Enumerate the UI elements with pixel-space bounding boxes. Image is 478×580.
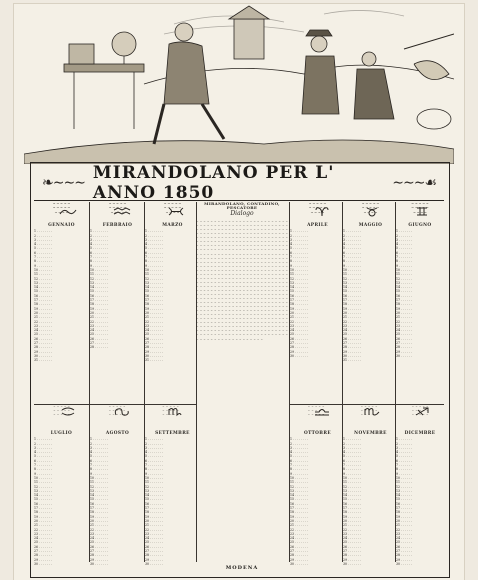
lower-verse: ~ ~ ~ ~ ~ ~ ~ ~ ~ ~ ~ ~ ~ ~ ~: [162, 404, 179, 416]
month-column: ~ ~ ~ ~ ~ ~ ~ ~ ~ ~ ~ ~ ~ ~ MARZO 1 . . . . . . . . 2 . . . . . . . . 3 . . . . . . . . 4 . . . . . . . . 5 . . . . . . . . 6 . . . . . . . . 7 . . . . . . . . 8 . . . . . . . . 9 . . . . . . . . 10 . . . . . . . 11 . . . . . . . 12 . . . . . . . 13 . . . . . . . 14 . . . . . . . 15 . . . . . . . 16 . . . . . . . 17 . . . . . . . 18 . . . . . . . 19 . . . . . . . 20 . . . . . . . 21 . . . . . . . 22 . . . . . . . 23 . . . . . . . 24 . . . . . . . 25 . . . . . . . 26 . . . . . . . 27 . . . . . . . 28 . . . . . . . 29 . . . . . . . 30 . . . . . . . 31 . . . . . . .: [145, 202, 200, 402]
dialogue-heading: MIRANDOLANO, CONTADINO, PESCATORE: [204, 202, 280, 211]
month-column: OTTOBRE 1 . . . . . . . . 2 . . . . . . . . 3 . . . . . . . . 4 . . . . . . . . 5 . . . . . . . . 6 . . . . . . . . 7 . . . . . . . . 8 . . . . . . . . 9 . . . . . . . . 10 . . . . . . . 11 . . . . . . . 12 . . . . . . . 13 . . . . . . . 14 . . . . . . . 15 . . . . . . . 16 . . . . . . . 17 . . . . . . . 18 . . . . . . . 19 . . . . . . . 20 . . . . . . . 21 . . . . . . . 22 . . . . . . . 23 . . . . . . . 24 . . . . . . . 25 . . . . . . . 26 . . . . . . . 27 . . . . . . . 28 . . . . . . . 29 . . . . . . . 30 . . . . . . .: [290, 430, 345, 565]
scorpio-icon: [362, 406, 382, 417]
month-name: FEBBRAIO: [102, 223, 133, 228]
month-name: APRILE: [307, 223, 328, 228]
taurus-icon: [362, 206, 382, 217]
lower-verse: ~ ~ ~ ~ ~ ~ ~ ~ ~ ~ ~ ~ ~ ~ ~: [307, 404, 325, 416]
month-name: NOVEMBRE: [354, 431, 387, 436]
gemini-icon: [412, 206, 432, 217]
month-name: DICEMBRE: [404, 431, 436, 436]
month-name: SETTEMBRE: [155, 431, 190, 436]
capricorn-icon: [58, 206, 78, 217]
engraving-illustration: [24, 4, 454, 164]
month-column: DICEMBRE 1 . . . . . . . 2 . . . . . . . 3 . . . . . . . 4 . . . . . . . 5 . . . . . . . 6 . . . . . . . 7 . . . . . . . 8 . . . . . . . 9 . . . . . . . 10 . . . . . . 11 . . . . . . 12 . . . . . . 13 . . . . . . 14 . . . . . . 15 . . . . . . 16 . . . . . . 17 . . . . . . 18 . . . . . . 19 . . . . . . 20 . . . . . . 21 . . . . . . 22 . . . . . . 23 . . . . . . 24 . . . . . . 25 . . . . . . 26 . . . . . . 27 . . . . . . 28 . . . . . . 29 . . . . . . 30 . . . . . .: [396, 430, 444, 565]
month-column: ~ ~ ~ ~ ~ ~ ~ ~ ~ ~ ~ ~ ~ ~ MAGGIO 1 . . . . . . . . 2 . . . . . . . . 3 . . . . . . . . 4 . . . . . . . . 5 . . . . . . . . 6 . . . . . . . . 7 . . . . . . . . 8 . . . . . . . . 9 . . . . . . . . 10 . . . . . . . 11 . . . . . . . 12 . . . . . . . 13 . . . . . . . 14 . . . . . . . 15 . . . . . . . 16 . . . . . . . 17 . . . . . . . 18 . . . . . . . 19 . . . . . . . 20 . . . . . . . 21 . . . . . . . 22 . . . . . . . 23 . . . . . . . 24 . . . . . . . 25 . . . . . . . 26 . . . . . . . 27 . . . . . . . 28 . . . . . . . 29 . . . . . . . 30 . . . . . . . 31 . . . . . . .: [343, 202, 398, 402]
leo-icon: [112, 406, 132, 417]
libra-icon: [312, 406, 332, 417]
month-column: AGOSTO 1 . . . . . . . . 2 . . . . . . . . 3 . . . . . . . . 4 . . . . . . . . 5 . . . . . . . . 6 . . . . . . . . 7 . . . . . . . . 8 . . . . . . . . 9 . . . . . . . . 10 . . . . . . . 11 . . . . . . . 12 . . . . . . . 13 . . . . . . . 14 . . . . . . . 15 . . . . . . . 16 . . . . . . . 17 . . . . . . . 18 . . . . . . . 19 . . . . . . . 20 . . . . . . . 21 . . . . . . . 22 . . . . . . . 23 . . . . . . . 24 . . . . . . . 25 . . . . . . . 26 . . . . . . . 27 . . . . . . . 28 . . . . . . . 29 . . . . . . . 30 . . . . . . .: [90, 430, 145, 565]
imprint-place: MODENA: [225, 565, 259, 571]
month-column: LUGLIO 1 . . . . . . . . 2 . . . . . . . . 3 . . . . . . . . 4 . . . . . . . . 5 . . . . . . . . 6 . . . . . . . . 7 . . . . . . . . 8 . . . . . . . . 9 . . . . . . . . 10 . . . . . . . 11 . . . . . . . 12 . . . . . . . 13 . . . . . . . 14 . . . . . . . 15 . . . . . . . 16 . . . . . . . 17 . . . . . . . 18 . . . . . . . 19 . . . . . . . 20 . . . . . . . 21 . . . . . . . 22 . . . . . . . 23 . . . . . . . 24 . . . . . . . 25 . . . . . . . 26 . . . . . . . 27 . . . . . . . 28 . . . . . . . 29 . . . . . . . 30 . . . . . . .: [34, 430, 89, 565]
dialogue-body: ~ ~ ~ ~ ~ ~ ~ ~ ~ ~ ~ ~ ~ ~ ~ ~ ~ ~ ~ ~ ~ ~ ~ ~ ~ ~ ~ ~ ~ ~ ~ ~ ~ ~ ~ ~ ~ ~ ~ ~ ~ ~ ~ ~ ~ ~ ~ ~ ~ ~ ~ ~ ~ ~ ~ ~ ~ ~ ~ ~ ~ ~ ~ ~ ~ ~ ~ ~ ~ ~ ~ ~ ~ ~ ~ ~ ~ ~ ~ ~ ~ ~ ~ ~ ~ ~ ~ ~ ~ ~ ~ ~ ~ ~ ~ ~ ~ ~ ~ ~ ~ ~ ~ ~ ~ ~ ~ ~ ~ ~ ~ ~ ~ ~ ~ ~ ~ ~ ~ ~ ~ ~ ~ ~ ~ ~ ~ ~ ~ ~ ~ ~ ~ ~ ~ ~ ~ ~ ~ ~ ~ ~ ~ ~ ~ ~ ~ ~ ~ ~ ~ ~ ~ ~ ~ ~ ~ ~ ~ ~ ~ ~ ~ ~ ~ ~ ~ ~ ~ ~ ~ ~ ~ ~ ~ ~ ~ ~ ~ ~ ~ ~ ~ ~ ~ ~ ~ ~ ~ ~ ~ ~ ~ ~ ~ ~ ~ ~ ~ ~ ~ ~ ~ ~ ~ ~ ~ ~ ~ ~ ~ ~ ~ ~ ~ ~ ~ ~ ~ ~ ~ ~ ~ ~ ~ ~ ~ ~ ~ ~ ~ ~ ~ ~ ~ ~ ~ ~ ~ ~ ~ ~ ~ ~ ~ ~ ~ ~ ~ ~ ~ ~ ~ ~ ~ ~ ~ ~ ~ ~ ~ ~ ~ ~ ~ ~ ~ ~ ~ ~ ~ ~ ~ ~ ~ ~ ~ ~ ~ ~ ~ ~ ~ ~ ~ ~ ~ ~ ~ ~ ~ ~ ~ ~ ~ ~ ~ ~ ~ ~ ~ ~ ~ ~ ~ ~ ~ ~ ~ ~ ~ ~ ~ ~ ~ ~ ~ ~ ~ ~ ~ ~ ~ ~ ~ ~ ~ ~ ~ ~ ~ ~ ~ ~ ~ ~ ~ ~ ~ ~ ~ ~ ~ ~ ~ ~ ~ ~ ~ ~ ~ ~ ~ ~ ~ ~ ~ ~ ~ ~ ~ ~ ~ ~ ~ ~ ~ ~ ~ ~ ~ ~ ~ ~ ~ ~ ~ ~ ~ ~ ~ ~ ~ ~ ~ ~ ~ ~ ~ ~ ~ ~ ~ ~ ~ ~ ~ ~ ~ ~ ~ ~ ~ ~ ~ ~ ~ ~ ~ ~ ~ ~ ~ ~ ~ ~ ~ ~ ~ ~ ~ ~ ~ ~ ~ ~ ~ ~ ~ ~ ~ ~ ~ ~ ~ ~ ~ ~ ~ ~ ~ ~ ~ ~ ~ ~ ~ ~ ~ ~ ~ ~ ~ ~ ~ ~ ~ ~ ~ ~ ~ ~ ~ ~ ~ ~ ~ ~ ~ ~ ~ ~ ~ ~ ~ ~ ~ ~ ~ ~ ~ ~ ~ ~ ~ ~ ~ ~ ~ ~ ~ ~ ~ ~ ~ ~ ~ ~ ~ ~ ~ ~ ~ ~ ~ ~ ~ ~ ~ ~ ~ ~ ~ ~ ~ ~ ~ ~ ~ ~ ~ ~ ~ ~ ~ ~ ~ ~ ~ ~ ~ ~ ~ ~ ~ ~ ~ ~ ~ ~ ~ ~ ~ ~ ~ ~ ~ ~ ~ ~ ~ ~ ~ ~ ~ ~ ~ ~ ~ ~ ~ ~ ~ ~ ~ ~ ~ ~ ~ ~ ~ ~ ~ ~ ~ ~ ~ ~ ~ ~ ~ ~ ~ ~ ~ ~ ~ ~ ~ ~ ~ ~ ~ ~ ~ ~ ~ ~ ~ ~ ~ ~ ~ ~ ~ ~ ~ ~ ~ ~ ~ ~ ~ ~ ~ ~ ~ ~ ~ ~ ~ ~ ~ ~ ~ ~ ~ ~ ~ ~ ~ ~ ~ ~ ~ ~ ~ ~ ~ ~ ~ ~ ~ ~ ~ ~ ~ ~ ~ ~ ~ ~ ~ ~ ~ ~ ~ ~ ~ ~ ~ ~ ~ ~ ~ ~ ~ ~ ~ ~ ~ ~ ~ ~ ~ ~ ~ ~ ~ ~ ~ ~ ~ ~ ~ ~ ~ ~ ~ ~ ~ ~ ~ ~ ~ ~ ~ ~ ~ ~ ~ ~ ~ ~ ~ ~ ~ ~ ~ ~ ~ ~ ~ ~ ~ ~ ~ ~ ~ ~ ~ ~ ~ ~ ~ ~ ~ ~ ~ ~ ~ ~ ~ ~ ~ ~ ~ ~ ~ ~ ~ ~ ~ ~ ~ ~ ~ ~ ~ ~ ~ ~ ~ ~ ~ ~ ~ ~ ~ ~ ~ ~ ~ ~ ~ ~ ~ ~ ~ ~ ~ ~ ~: [196, 219, 288, 341]
month-name: GIUGNO: [408, 223, 432, 228]
month-column: NOVEMBRE 1 . . . . . . . . 2 . . . . . . . . 3 . . . . . . . . 4 . . . . . . . . 5 . . . . . . . . 6 . . . . . . . . 7 . . . . . . . . 8 . . . . . . . . 9 . . . . . . . . 10 . . . . . . . 11 . . . . . . . 12 . . . . . . . 13 . . . . . . . 14 . . . . . . . 15 . . . . . . . 16 . . . . . . . 17 . . . . . . . 18 . . . . . . . 19 . . . . . . . 20 . . . . . . . 21 . . . . . . . 22 . . . . . . . 23 . . . . . . . 24 . . . . . . . 25 . . . . . . . 26 . . . . . . . 27 . . . . . . . 28 . . . . . . . 29 . . . . . . . 30 . . . . . . .: [343, 430, 398, 565]
lower-verse: ~ ~ ~ ~ ~ ~ ~ ~ ~ ~ ~ ~ ~ ~ ~: [53, 404, 70, 416]
month-name: AGOSTO: [105, 431, 130, 436]
lower-verse: ~ ~ ~ ~ ~ ~ ~ ~ ~ ~ ~ ~ ~ ~ ~: [360, 404, 378, 416]
month-column: ~ ~ ~ ~ ~ ~ ~ ~ ~ ~ ~ ~ ~ ~ GIUGNO 1 . . . . . . . 2 . . . . . . . 3 . . . . . . . 4 . . . . . . . 5 . . . . . . . 6 . . . . . . . 7 . . . . . . . 8 . . . . . . . 9 . . . . . . . 10 . . . . . . 11 . . . . . . 12 . . . . . . 13 . . . . . . 14 . . . . . . 15 . . . . . . 16 . . . . . . 17 . . . . . . 18 . . . . . . 19 . . . . . . 20 . . . . . . 21 . . . . . . 22 . . . . . . 23 . . . . . . 24 . . . . . . 25 . . . . . . 26 . . . . . . 27 . . . . . . 28 . . . . . . 29 . . . . . . 30 . . . . . .: [396, 202, 444, 402]
lower-verse: ~ ~ ~ ~ ~ ~ ~ ~ ~ ~ ~ ~ ~ ~ ~: [411, 404, 429, 416]
dialogue-column: [196, 202, 288, 562]
month-column: ~ ~ ~ ~ ~ ~ ~ ~ ~ ~ ~ ~ ~ ~ GENNAIO 1 . . . . . . . . 2 . . . . . . . . 3 . . . . . . . . 4 . . . . . . . . 5 . . . . . . . . 6 . . . . . . . . 7 . . . . . . . . 8 . . . . . . . . 9 . . . . . . . . 10 . . . . . . . 11 . . . . . . . 12 . . . . . . . 13 . . . . . . . 14 . . . . . . . 15 . . . . . . . 16 . . . . . . . 17 . . . . . . . 18 . . . . . . . 19 . . . . . . . 20 . . . . . . . 21 . . . . . . . 22 . . . . . . . 23 . . . . . . . 24 . . . . . . . 25 . . . . . . . 26 . . . . . . . 27 . . . . . . . 28 . . . . . . . 29 . . . . . . . 30 . . . . . . . 31 . . . . . . .: [34, 202, 89, 402]
sagittarius-icon: [412, 406, 432, 417]
page-title: MIRANDOLANO PER L' ANNO 1850: [92, 163, 335, 203]
month-name: LUGLIO: [50, 431, 73, 436]
cancer-icon: [58, 406, 78, 417]
month-column: ~ ~ ~ ~ ~ ~ ~ ~ ~ ~ ~ ~ ~ ~ APRILE 1 . . . . . . . . 2 . . . . . . . . 3 . . . . . . . . 4 . . . . . . . . 5 . . . . . . . . 6 . . . . . . . . 7 . . . . . . . . 8 . . . . . . . . 9 . . . . . . . . 10 . . . . . . . 11 . . . . . . . 12 . . . . . . . 13 . . . . . . . 14 . . . . . . . 15 . . . . . . . 16 . . . . . . . 17 . . . . . . . 18 . . . . . . . 19 . . . . . . . 20 . . . . . . . 21 . . . . . . . 22 . . . . . . . 23 . . . . . . . 24 . . . . . . . 25 . . . . . . . 26 . . . . . . . 27 . . . . . . . 28 . . . . . . . 29 . . . . . . . 30 . . . . . . .: [290, 202, 345, 402]
ornament-left: ❧∼∼∼: [42, 175, 85, 191]
aries-icon: [312, 206, 332, 217]
lower-verse: ~ ~ ~ ~ ~ ~ ~ ~ ~ ~ ~ ~ ~ ~ ~: [108, 404, 126, 416]
dialogue-label: Dialogo: [230, 210, 254, 218]
pisces-icon: [166, 206, 186, 217]
title-band: [34, 163, 444, 203]
month-name: GENNAIO: [48, 223, 75, 228]
aquarius-icon: [112, 206, 132, 217]
ornament-right: ∼∼∼☙: [392, 175, 436, 191]
virgo-icon: [166, 406, 186, 417]
month-name: MAGGIO: [358, 223, 383, 228]
month-name: MARZO: [162, 223, 183, 228]
month-column: SETTEMBRE 1 . . . . . . . . 2 . . . . . . . . 3 . . . . . . . . 4 . . . . . . . . 5 . . . . . . . . 6 . . . . . . . . 7 . . . . . . . . 8 . . . . . . . . 9 . . . . . . . . 10 . . . . . . . 11 . . . . . . . 12 . . . . . . . 13 . . . . . . . 14 . . . . . . . 15 . . . . . . . 16 . . . . . . . 17 . . . . . . . 18 . . . . . . . 19 . . . . . . . 20 . . . . . . . 21 . . . . . . . 22 . . . . . . . 23 . . . . . . . 24 . . . . . . . 25 . . . . . . . 26 . . . . . . . 27 . . . . . . . 28 . . . . . . . 29 . . . . . . . 30 . . . . . . .: [145, 430, 200, 565]
month-column: ~ ~ ~ ~ ~ ~ ~ ~ ~ ~ ~ ~ ~ ~ FEBBRAIO 1 . . . . . . . . 2 . . . . . . . . 3 . . . . . . . . 4 . . . . . . . . 5 . . . . . . . . 6 . . . . . . . . 7 . . . . . . . . 8 . . . . . . . . 9 . . . . . . . . 10 . . . . . . . 11 . . . . . . . 12 . . . . . . . 13 . . . . . . . 14 . . . . . . . 15 . . . . . . . 16 . . . . . . . 17 . . . . . . . 18 . . . . . . . 19 . . . . . . . 20 . . . . . . . 21 . . . . . . . 22 . . . . . . . 23 . . . . . . . 24 . . . . . . . 25 . . . . . . . 26 . . . . . . . 27 . . . . . . . 28 . . . . . . .: [90, 202, 145, 402]
month-name: OTTOBRE: [303, 431, 331, 436]
